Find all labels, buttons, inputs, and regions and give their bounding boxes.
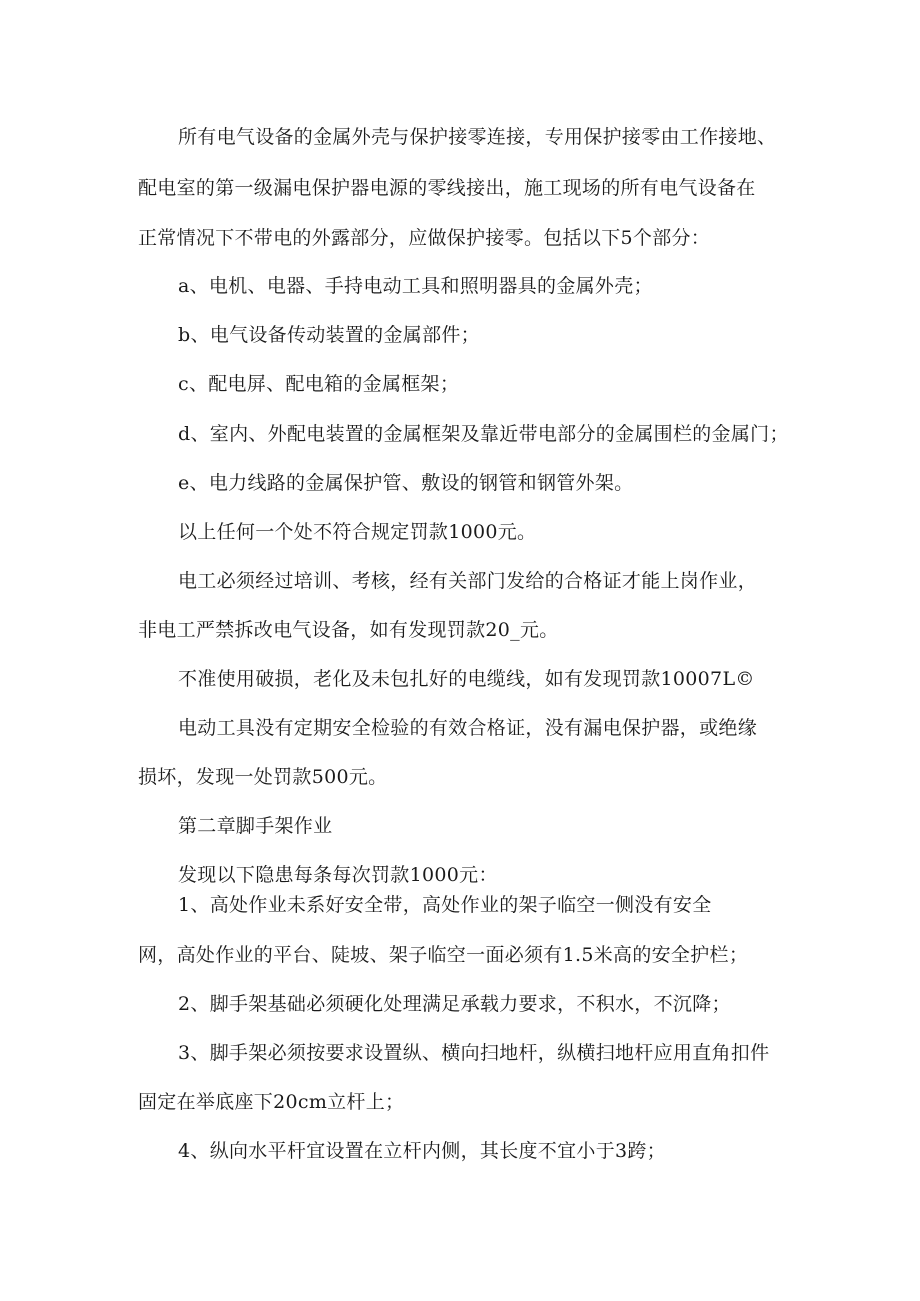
paragraph-line: 以上任何一个处不符合规定罚款1000元。 (178, 521, 537, 543)
paragraph-line: 所有电气设备的金属外壳与保护接零连接，专用保护接零由工作接地、 (178, 126, 777, 148)
list-item: 4、纵向水平杆宜设置在立杆内侧，其长度不宜小于3跨； (178, 1140, 666, 1162)
list-item: 1、高处作业未系好安全带，高处作业的架子临空一侧没有安全 (178, 894, 712, 916)
list-item: b、电气设备传动装置的金属部件； (178, 324, 480, 346)
list-item: d、室内、外配电装置的金属框架及靠近带电部分的金属围栏的金属门； (178, 423, 789, 445)
list-item: 固定在举底座下20cm立杆上； (138, 1091, 405, 1113)
section-heading: 第二章脚手架作业 (178, 815, 333, 837)
list-item: 网，高处作业的平台、陡坡、架子临空一面必须有1.5米高的安全护栏； (138, 944, 749, 966)
paragraph-line: 不准使用破损，老化及未包扎好的电缆线，如有发现罚款10007L© (178, 668, 755, 690)
paragraph-line: 发现以下隐患每条每次罚款1000元： (178, 864, 498, 886)
paragraph-line: 正常情况下不带电的外露部分，应做保护接零。包括以下5个部分： (138, 227, 711, 249)
paragraph-line: 非电工严禁拆改电气设备，如有发现罚款20_元。 (138, 619, 559, 641)
paragraph-line: 损坏，发现一处罚款500元。 (138, 766, 388, 788)
list-item: e、电力线路的金属保护管、敷设的钢管和钢管外架。 (178, 472, 634, 494)
list-item: a、电机、电器、手持电动工具和照明器具的金属外壳； (178, 275, 653, 297)
list-item: c、配电屏、配电箱的金属框架； (178, 373, 460, 395)
paragraph-line: 配电室的第一级漏电保护器电源的零线接出，施工现场的所有电气设备在 (138, 177, 756, 199)
list-item: 3、脚手架必须按要求设置纵、横向扫地杆，纵横扫地杆应用直角扣件 (178, 1042, 770, 1064)
paragraph-line: 电工必须经过培训、考核，经有关部门发给的合格证才能上岗作业， (178, 570, 758, 592)
list-item: 2、脚手架基础必须硬化处理满足承载力要求，不积水，不沉降； (178, 993, 731, 1015)
paragraph-line: 电动工具没有定期安全检验的有效合格证，没有漏电保护器，或绝缘 (178, 717, 758, 739)
